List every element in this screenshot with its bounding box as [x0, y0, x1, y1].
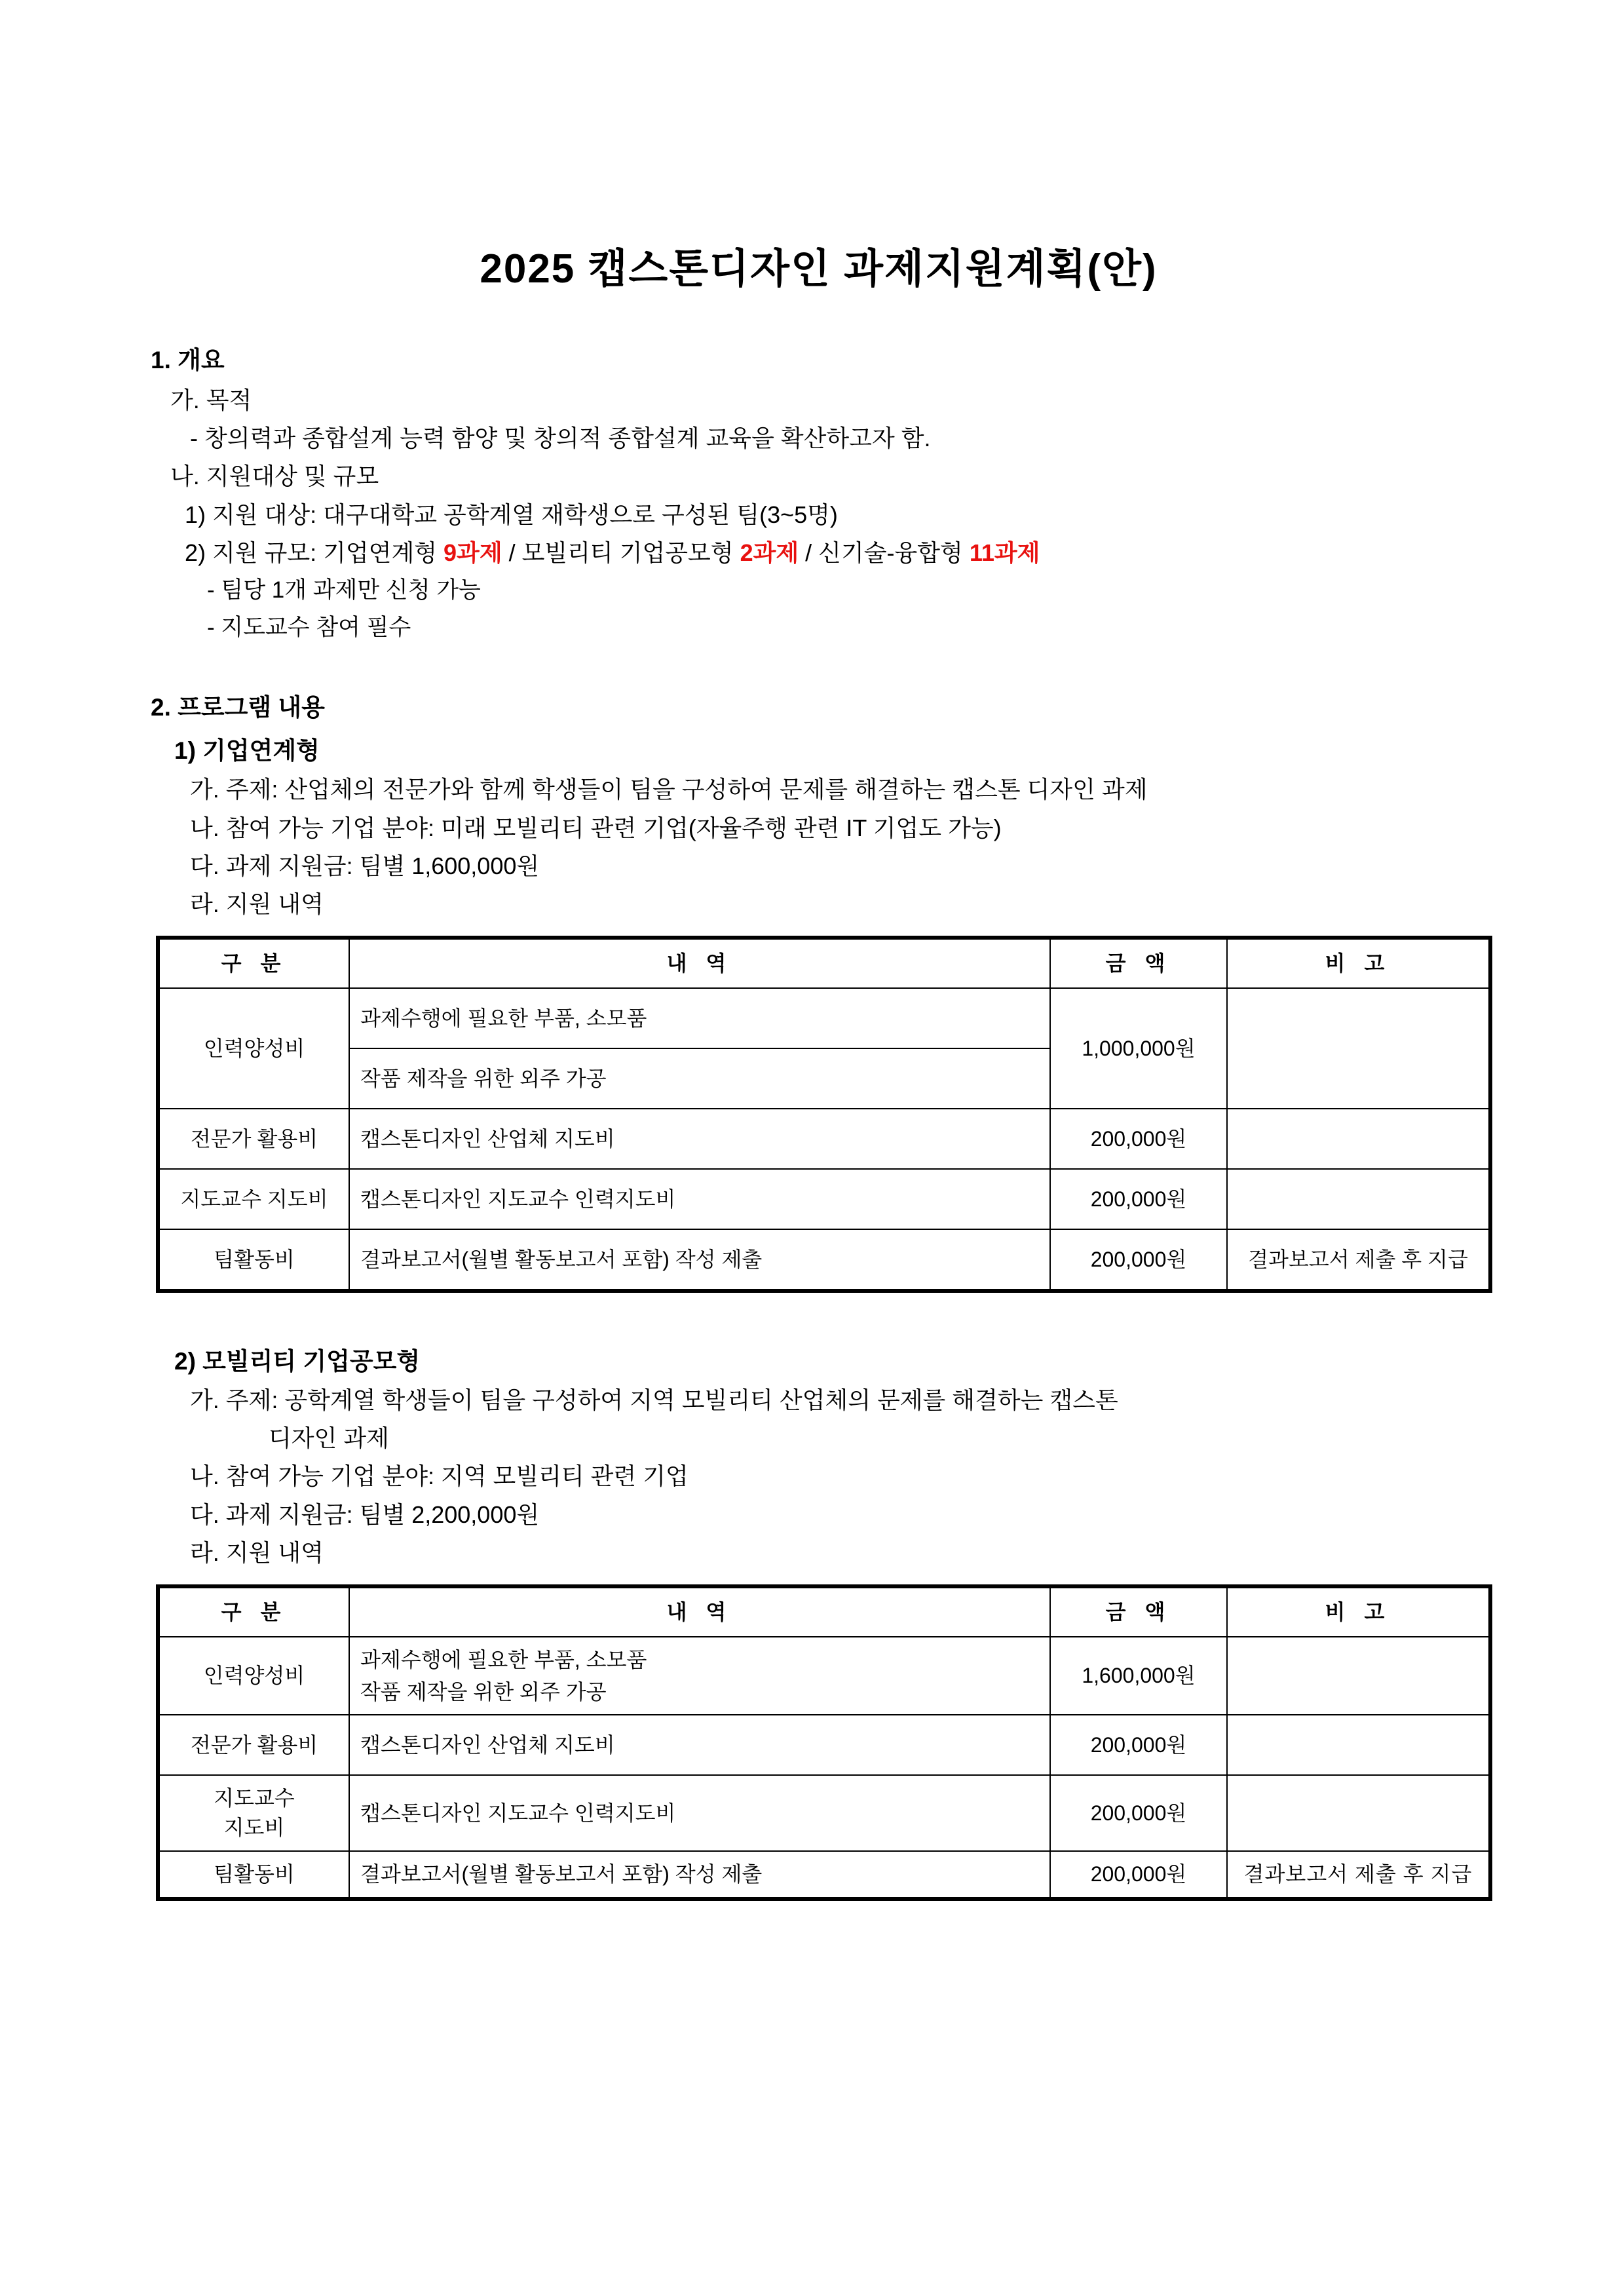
program-1-item-b: 나. 참여 가능 기업 분야: 미래 모빌리티 관련 기업(자율주행 관련 IT 기업도 가능): [190, 814, 1002, 841]
table-row: [159, 1851, 1489, 1898]
cell-amount: 200,000원: [1050, 1851, 1227, 1898]
header-note: 비 고: [1227, 1588, 1489, 1637]
cell-category: 전문가 활용비: [159, 1109, 349, 1169]
cell-details: 결과보고서(월별 활동보고서 포함) 작성 제출: [349, 1851, 1050, 1898]
program-1-item-d: 라. 지원 내역: [190, 890, 324, 917]
header-details: 내 역: [349, 939, 1050, 988]
section-2-heading: 2. 프로그램 내용: [151, 694, 325, 721]
cell-note: [1227, 1169, 1489, 1229]
section-1-item-b2-sub2: - 지도교수 참여 필수: [207, 614, 411, 640]
count-new-tech-convergence: 11과제: [969, 539, 1040, 566]
table-row: [159, 1775, 1489, 1851]
support-scale-prefix: 2) 지원 규모: 기업연계형: [185, 539, 444, 566]
program-2-item-a-cont: 디자인 과제: [269, 1425, 389, 1452]
cell-note: [1227, 1637, 1489, 1715]
cell-details: 작품 제작을 위한 외주 가공: [349, 1676, 1050, 1715]
header-details: 내 역: [349, 1588, 1050, 1637]
cell-details: 작품 제작을 위한 외주 가공: [349, 1048, 1050, 1109]
cell-details: 과제수행에 필요한 부품, 소모품: [349, 1637, 1050, 1676]
section-1-item-b1: 1) 지원 대상: 대구대학교 공학계열 재학생으로 구성된 팀(3~5명): [185, 501, 838, 528]
section-1-item-a: 가. 목적: [170, 387, 252, 413]
header-category: 구 분: [159, 1588, 349, 1637]
cell-category-line1: 지도교수: [214, 1786, 295, 1810]
page-title: 2025 캡스톤디자인 과제지원계획(안): [480, 246, 1158, 292]
table-row: [159, 1637, 1489, 1676]
section-1-item-b2: [185, 536, 1486, 570]
cell-category: 팀활동비: [159, 1851, 349, 1898]
cell-note: [1227, 1775, 1489, 1851]
cell-note: [1227, 1715, 1489, 1775]
cell-category: 인력양성비: [159, 1637, 349, 1715]
program-2-budget-table: [156, 1584, 1492, 1901]
table-row: [159, 1229, 1489, 1290]
cell-category: 팀활동비: [159, 1229, 349, 1290]
cell-amount: 200,000원: [1050, 1229, 1227, 1290]
table-row: [159, 988, 1489, 1048]
cell-note: 결과보고서 제출 후 지급: [1227, 1851, 1489, 1898]
cell-note: 결과보고서 제출 후 지급: [1227, 1229, 1489, 1290]
program-1-item-c: 다. 과제 지원금: 팀별 1,600,000원: [190, 852, 540, 879]
count-corporate-linked: 9과제: [444, 539, 502, 566]
cell-category-line2: 지도비: [223, 1816, 285, 1840]
section-1-heading: 1. 개요: [151, 347, 225, 373]
table-row: [159, 1715, 1489, 1775]
cell-details: 캡스톤디자인 산업체 지도비: [349, 1715, 1050, 1775]
cell-note: [1227, 1109, 1489, 1169]
cell-details: 과제수행에 필요한 부품, 소모품: [349, 988, 1050, 1048]
cell-amount: 200,000원: [1050, 1715, 1227, 1775]
program-1-item-a: 가. 주제: 산업체의 전문가와 함께 학생들이 팀을 구성하여 문제를 해결하는 캡스톤 디자인 과제: [190, 776, 1148, 803]
program-2-item-d: 라. 지원 내역: [190, 1539, 324, 1566]
support-scale-mid2: / 신기술-융합형: [799, 539, 970, 566]
header-note: 비 고: [1227, 939, 1489, 988]
cell-amount: 1,000,000원: [1050, 988, 1227, 1109]
cell-note: [1227, 988, 1489, 1109]
cell-amount: 1,600,000원: [1050, 1637, 1227, 1715]
section-1-item-a-detail: - 창의력과 종합설계 능력 함양 및 창의적 종합설계 교육을 확산하고자 함.: [190, 425, 931, 452]
table-row: [159, 1169, 1489, 1229]
section-1-item-b2-sub1: - 팀당 1개 과제만 신청 가능: [207, 577, 481, 603]
program-2-item-a: 가. 주제: 공학계열 학생들이 팀을 구성하여 지역 모빌리티 산업체의 문제를 해결하는 캡스톤: [190, 1386, 1118, 1413]
count-mobility-open: 2과제: [740, 539, 799, 566]
section-1-item-b: 나. 지원대상 및 규모: [170, 463, 379, 490]
cell-details: 캡스톤디자인 산업체 지도비: [349, 1109, 1050, 1169]
cell-details: 결과보고서(월별 활동보고서 포함) 작성 제출: [349, 1229, 1050, 1290]
cell-details: 캡스톤디자인 지도교수 인력지도비: [349, 1169, 1050, 1229]
cell-category: 지도교수 지도비: [159, 1169, 349, 1229]
program-2-title: 2) 모빌리티 기업공모형: [174, 1347, 421, 1375]
program-1-budget-table: [156, 936, 1492, 1293]
cell-category: 전문가 활용비: [159, 1715, 349, 1775]
header-amount: 금 액: [1050, 939, 1227, 988]
support-scale-mid1: / 모빌리티 기업공모형: [502, 539, 740, 566]
header-category: 구 분: [159, 939, 349, 988]
header-amount: 금 액: [1050, 1588, 1227, 1637]
cell-details: 캡스톤디자인 지도교수 인력지도비: [349, 1775, 1050, 1851]
cell-amount: 200,000원: [1050, 1109, 1227, 1169]
table-row: [159, 1109, 1489, 1169]
program-1-title: 1) 기업연계형: [174, 737, 320, 765]
program-2-item-c: 다. 과제 지원금: 팀별 2,200,000원: [190, 1501, 540, 1528]
table-header-row: [159, 939, 1489, 988]
cell-category: 인력양성비: [159, 988, 349, 1109]
cell-amount: 200,000원: [1050, 1169, 1227, 1229]
cell-amount: 200,000원: [1050, 1775, 1227, 1851]
table-header-row: [159, 1588, 1489, 1637]
cell-category: [159, 1775, 349, 1851]
program-2-item-b: 나. 참여 가능 기업 분야: 지역 모빌리티 관련 기업: [190, 1463, 689, 1490]
